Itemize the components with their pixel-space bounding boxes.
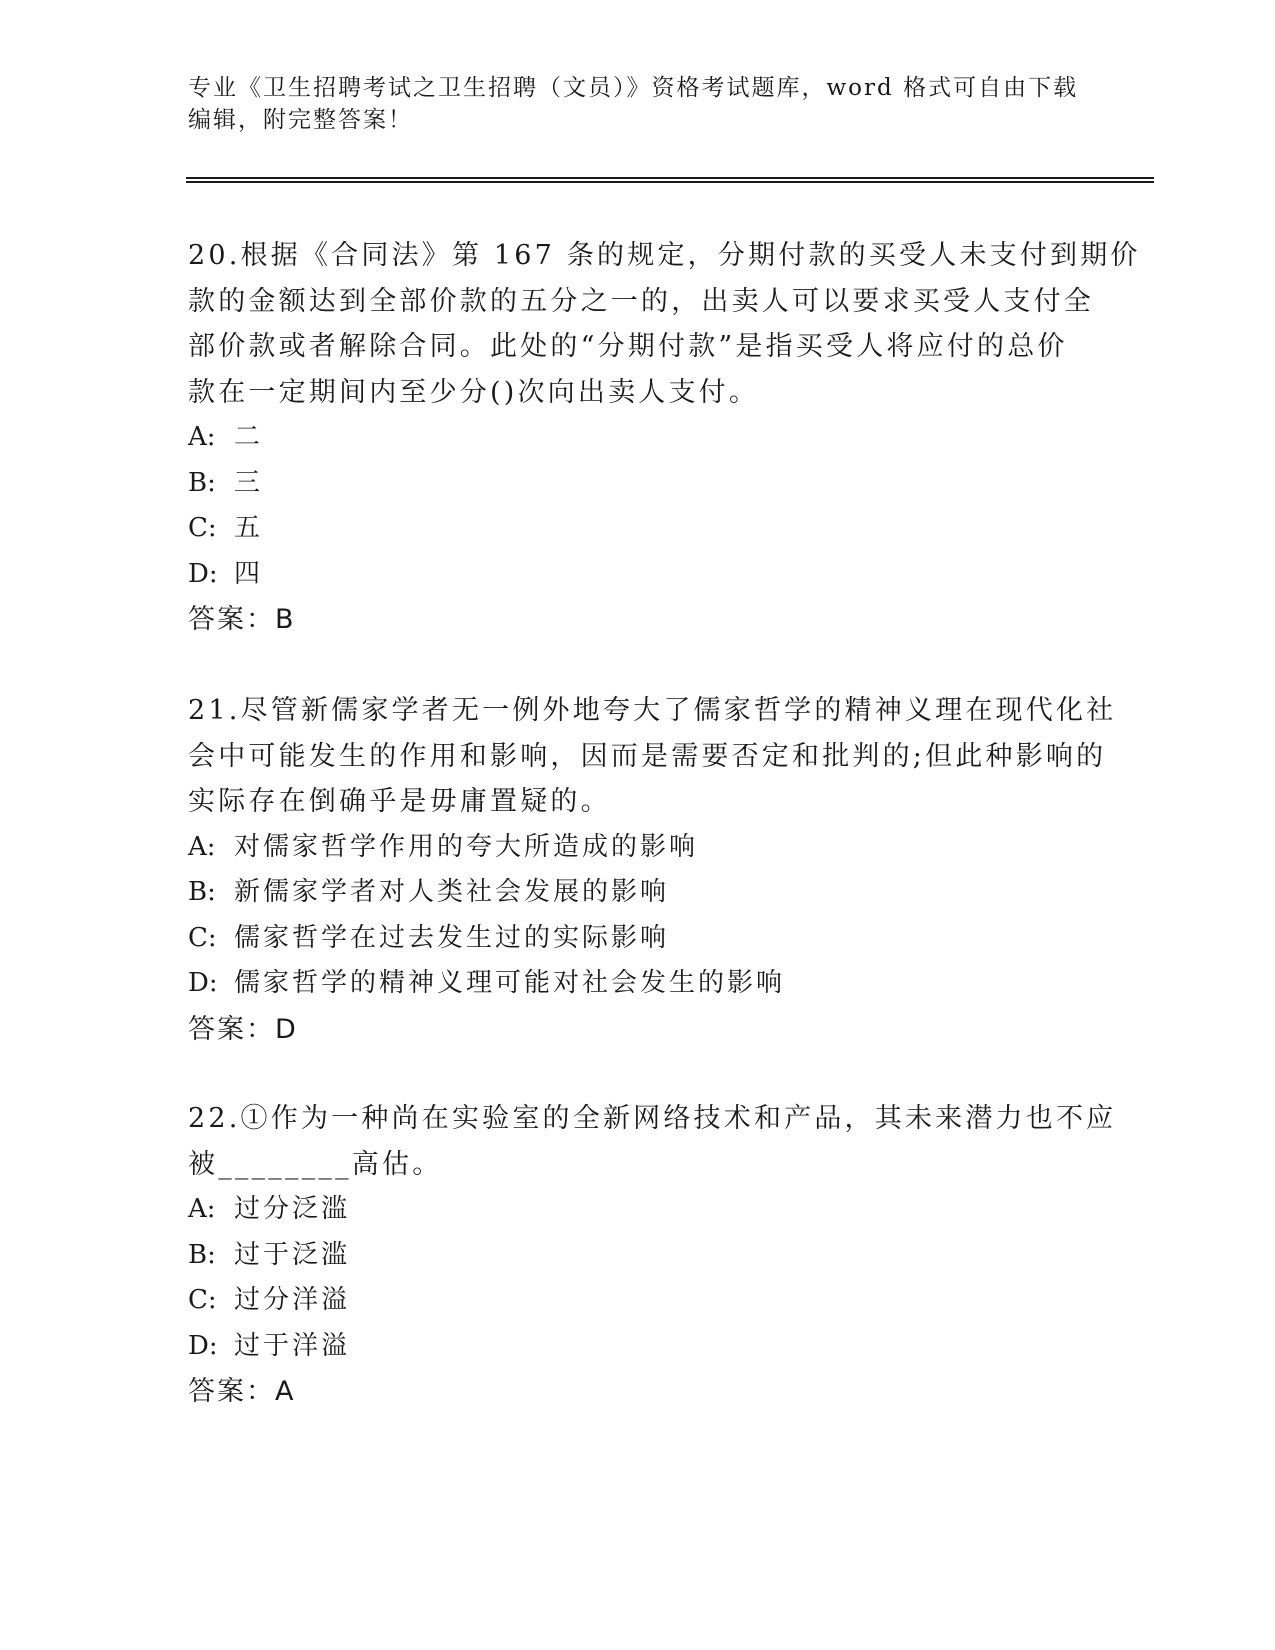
option-c xyxy=(188,506,1088,552)
option-letter: C: xyxy=(188,922,217,953)
option-text: 过于泛滥 xyxy=(234,1239,351,1270)
question-text-line: 21.尽管新儒家学者无一例外地夸大了儒家哲学的精神义理在现代化社 xyxy=(188,695,1117,726)
document-header xyxy=(188,72,1088,136)
question-21 xyxy=(188,688,1117,1052)
option-d xyxy=(188,1324,1088,1370)
option-text: 对儒家哲学作用的夸大所造成的影响 xyxy=(234,831,699,862)
question-text-line: 20.根据《合同法》第 167 条的规定，分期付款的买受人未支付到期价 xyxy=(188,240,1141,271)
answer-line: 答案：D xyxy=(188,1013,298,1045)
question-text-line: 会中可能发生的作用和影响，因而是需要否定和批判的;但此种影响的 xyxy=(188,740,1107,772)
option-letter: D: xyxy=(188,1330,218,1361)
option-c xyxy=(188,1278,1088,1324)
option-text: 四 xyxy=(234,558,264,589)
option-letter: C: xyxy=(188,1285,217,1315)
answer-line: 答案：B xyxy=(188,604,296,635)
option-text: 儒家哲学的精神义理可能对社会发生的影响 xyxy=(234,968,786,998)
option-b xyxy=(188,461,1088,507)
question-text-line: 款的金额达到全部价款的五分之一的，出卖人可以要求买受人支付全 xyxy=(188,285,1094,317)
option-letter: C: xyxy=(188,513,217,543)
option-b xyxy=(188,1233,1088,1279)
header-line-2: 编辑，附完整答案！ xyxy=(188,107,413,133)
question-text-line: 实际存在倒确乎是毋庸置疑的。 xyxy=(188,786,611,817)
option-letter: D: xyxy=(188,968,218,998)
header-line-1: 专业《卫生招聘考试之卫生招聘（文员）》资格考试题库，word 格式可自由下载 xyxy=(188,75,1079,101)
option-letter: B: xyxy=(188,1239,216,1270)
question-text-line: 部价款或者解除合同。此处的“分期付款”是指买受人将应付的总价 xyxy=(188,331,1068,362)
option-letter: A: xyxy=(188,831,216,862)
question-text-line: 22.①作为一种尚在实验室的全新网络技术和产品，其未来潜力也不应 xyxy=(188,1103,1117,1134)
answer-line: 答案：A xyxy=(188,1376,296,1407)
option-text: 过分泛滥 xyxy=(234,1194,351,1224)
option-a xyxy=(188,415,1088,461)
option-d xyxy=(188,552,1088,598)
question-22 xyxy=(188,1096,1117,1415)
question-20 xyxy=(188,233,1141,643)
option-text: 二 xyxy=(234,422,264,452)
option-letter: B: xyxy=(188,467,216,498)
option-c xyxy=(188,916,1088,962)
option-letter: B: xyxy=(188,877,216,907)
option-b xyxy=(188,870,1088,916)
header-divider-top xyxy=(186,177,1154,179)
option-text: 儒家哲学在过去发生过的实际影响 xyxy=(234,922,670,953)
option-a xyxy=(188,1187,1088,1233)
option-letter: D: xyxy=(188,558,218,589)
option-letter: A: xyxy=(188,422,216,452)
option-d xyxy=(188,961,1088,1007)
option-text: 新儒家学者对人类社会发展的影响 xyxy=(234,877,670,907)
header-divider-bottom xyxy=(186,181,1154,183)
option-a xyxy=(188,825,1088,871)
option-text: 三 xyxy=(234,467,264,498)
question-text-line: 款在一定期间内至少分()次向出卖人支付。 xyxy=(188,376,760,408)
option-text: 五 xyxy=(234,513,264,543)
option-text: 过分洋溢 xyxy=(234,1285,351,1315)
option-letter: A: xyxy=(188,1194,216,1224)
question-text-line: 被________高估。 xyxy=(188,1148,443,1180)
option-text: 过于洋溢 xyxy=(234,1330,351,1361)
